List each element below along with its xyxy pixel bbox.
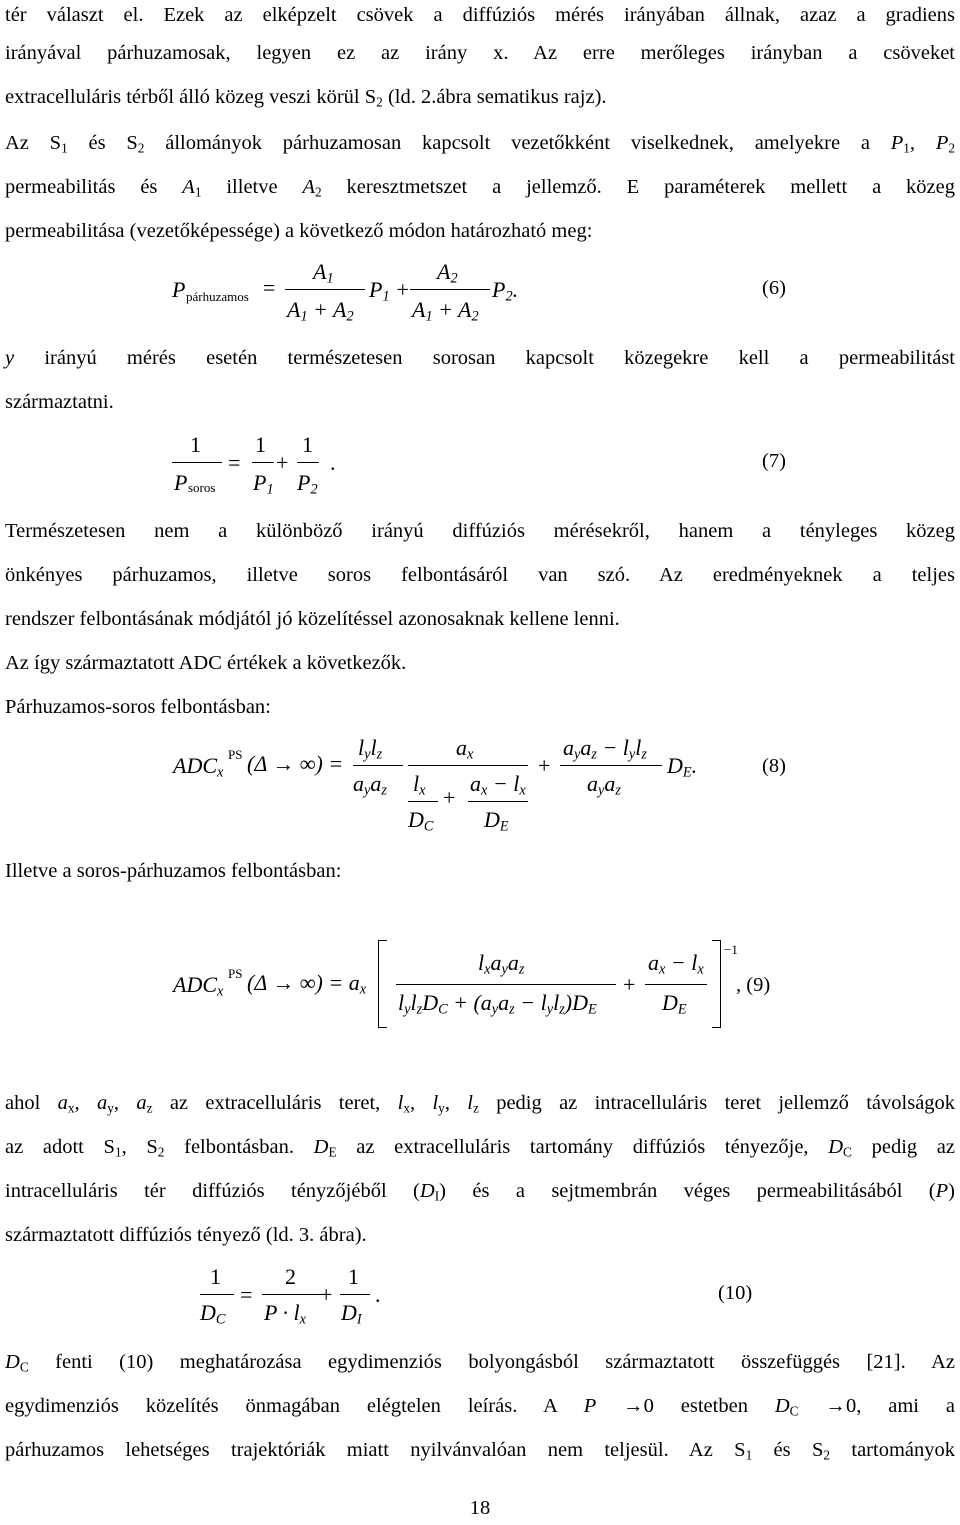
text-line: párhuzamos lehetséges trajektóriák miatt nyilvánvalóan nem teljesül. Az $S_1$ és $S_2$ tartományok — [5, 1439, 955, 1463]
text-line: intracelluláris tér diffúziós tényzőjéből $(D_I)$ és a sejtmembrán véges permeabilitásából (P) — [5, 1180, 955, 1204]
text-line: Párhuzamos-soros felbontásban: — [5, 696, 271, 718]
text-line: extracelluláris térből álló közeg veszi körül $S_2$ (ld. 2.ábra sematikus rajz). — [5, 86, 607, 110]
text-line: az adott $S_1$, $S_2$ felbontásban. $D_E$ az extracelluláris tartomány diffúziós tényezője, $D_C$ pedig az — [5, 1136, 956, 1160]
text-line: $D_C$ fenti (10) meghatározása egydimenziós bolyongásból származtatott összefüggés [21]. Az — [5, 1351, 955, 1375]
equation-9: $ADC_x$ PS (Δ → ∞) = $a_x$ $l_xa_ya_z$ $l_yl_zD_C + (a_ya_z - l_yl_z)D_E$ + $a_x - l_x$ $D_E$ −1 , (9) — [0, 930, 960, 1040]
text-line: származtatni. — [5, 391, 114, 413]
text-line: Az $S_1$ és $S_2$ állományok párhuzamosan kapcsolt vezetőkként viselkednek, amelyekre a $P_1$, $P_2$ — [5, 132, 955, 156]
equation-6: P párhuzamos = $A_1$ $A_1 + A_2$ $P_1$ + $A_2$ $A_1 + A_2$ $P_2$. (6) — [172, 259, 786, 325]
text-line: rendszer felbontásának módjától jó közelítéssel azonosaknak kellene lenni. — [5, 608, 620, 630]
text-line: ahol $a_x$, $a_y$, $a_z$ az extracelluláris teret, $l_x$, $l_y$, $l_z$ pedig az intracelluláris teret jellemző távolságok — [5, 1092, 956, 1116]
text-line: önkényes párhuzamos, illetve soros felbontásáról van szó. Az eredményeknek a teljes — [5, 564, 955, 586]
text-line: permeabilitás és $A_1$ illetve $A_2$ keresztmetszet a jellemző. E paraméterek mellett a közeg — [5, 176, 955, 200]
text-line: tér választ el. Ezek az elképzelt csövek a diffúziós mérés irányában állnak, azaz a gradiens — [5, 4, 955, 26]
equation-10: 1 $D_C$ = 2 $P \cdot l_x$ + 1 $D_I$ . (10) — [200, 1264, 753, 1328]
page-number: 18 — [469, 1497, 491, 1519]
text-line: Természetesen nem a különböző irányú diffúziós mérésekről, hanem a tényleges közeg — [5, 520, 955, 542]
text-line: irányával párhuzamosak, legyen ez az irány x. Az erre merőleges irányban a csöveket — [5, 42, 955, 64]
text-line: származtatott diffúziós tényező (ld. 3. ábra). — [5, 1224, 367, 1246]
text-line: permeabilitása (vezetőképessége) a következő módon határozható meg: — [5, 220, 593, 242]
equation-7: 1 P soros = 1 $P_1$ + 1 $P_2$ . (7) — [174, 432, 786, 498]
text-line: y irányú mérés esetén természetesen sorosan kapcsolt közegekre kell a permeabilitást — [5, 347, 955, 369]
text-line: Illetve a soros-párhuzamos felbontásban: — [5, 860, 342, 882]
text-line: egydimenziós közelítés önmagában elégtelen leírás. A P →0 estetben $D_C \to 0$, ami a — [5, 1395, 955, 1419]
text-line: Az így származtatott ADC értékek a következők. — [5, 652, 407, 674]
equation-8: $ADC_x$ PS (Δ → ∞) = $l_yl_z$ $a_ya_z$ $a_x$ $l_x$ $D_C$ + $a_x - l_x$ $D_E$ + $a_ya_z - l_yl_z$ $a_ya_z$ $D_E$. (8) — [173, 735, 786, 835]
